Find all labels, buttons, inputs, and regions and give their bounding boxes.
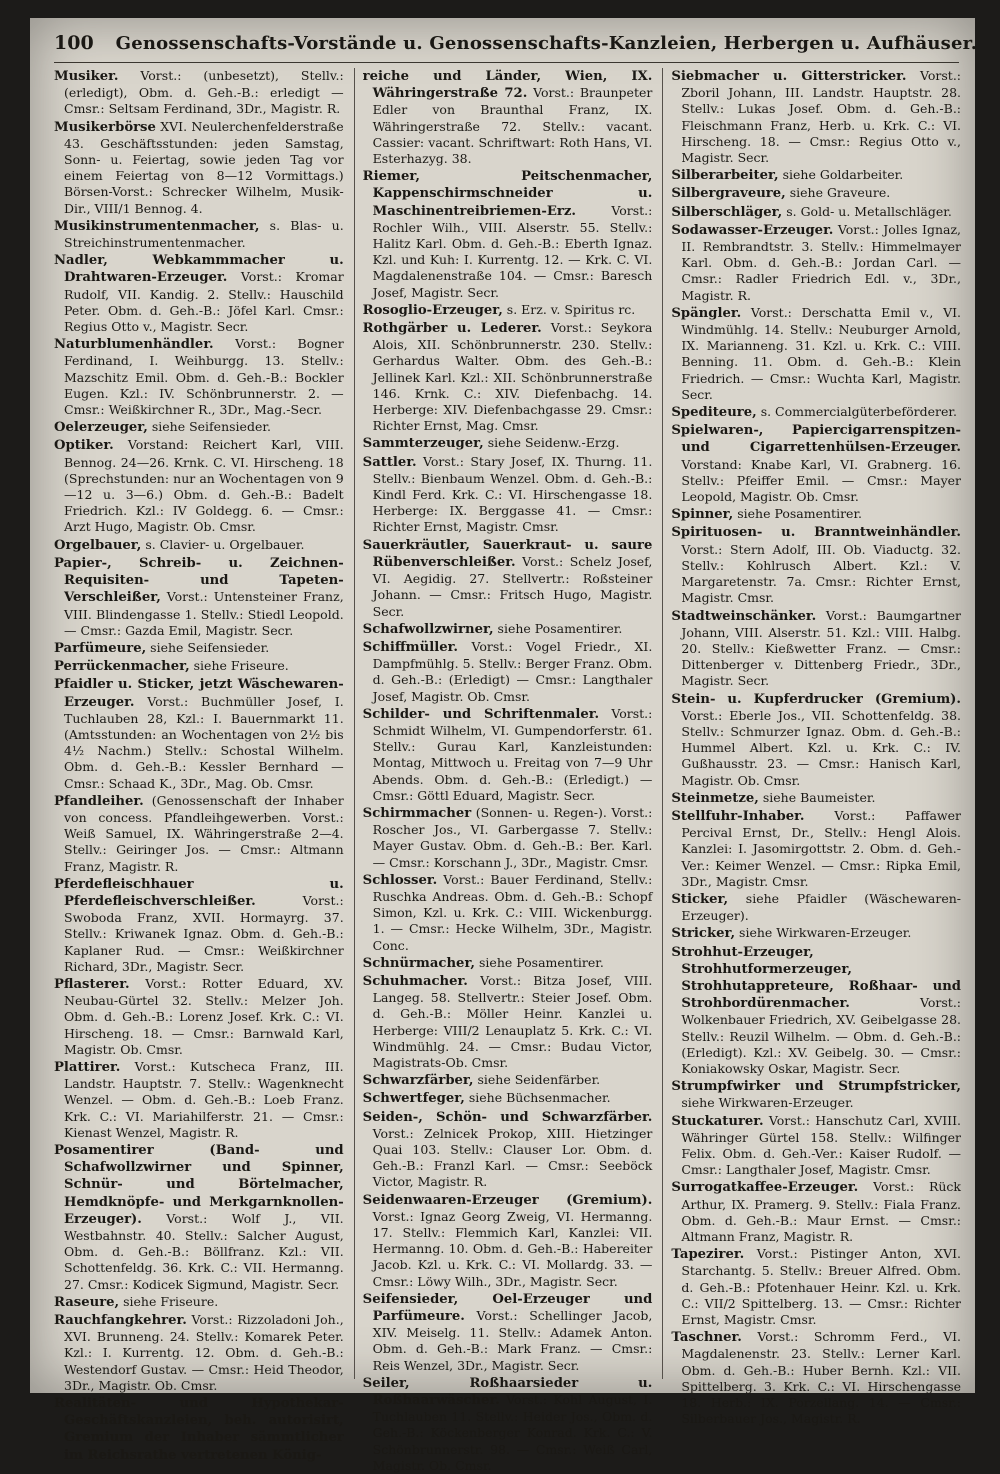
directory-entry (671, 891, 961, 924)
entry-term: Perrückenmacher, (54, 659, 190, 675)
directory-entry (671, 422, 961, 505)
entry-term: Schnürmacher, (362, 955, 476, 971)
entry-details: siehe Baumeister. (758, 789, 876, 805)
entry-term: Strohhut-Erzeuger, Strohhutformerzeuger, Strohhutappreteure, Roßhaar- und Strohbordürenmacher. (671, 944, 962, 1012)
directory-entry (363, 955, 653, 972)
directory-entry (671, 1078, 961, 1111)
entry-term: Pferdefleischhauer u. Pferdefleischverschleißer. (54, 876, 344, 909)
entry-details: Vorst.: Schmidt Wilhelm, VI. Gumpendorferstr. 61. Stellv.: Gurau Karl, Kanzleistunden: Montag, Mittwoch u. Freitag von 7—9 Uhr Abends. Obm. d. Geh.-B.: (Erledigt.) — Cmsr.: Göttl Eduard, Magistr. Secr. (372, 705, 653, 803)
entry-details: siehe Seifensieder. (147, 419, 271, 435)
entry-details: Vorst.: Baumgartner Johann, VIII. Alserstr. 51. Kzl.: VIII. Halbg. 20. Stellv.: Kießwetter Franz. — Cmsr.: Dittenberger v. Dittenberg Friedr., 3Dr., Magistr. Secr. (681, 607, 962, 689)
entry-details: Vorstand: Reichert Karl, VIII. Bennog. 24—26. Krnk. C. VI. Hirscheng. 18 (Sprechstunden: nur an Wochentagen von 9—12 u. 3—6.) Obm. d. Geh.-B.: Badelt Friedrich. Kzl.: IV Goldegg. 6. — Cmsr.: Arzt Hugo, Magistr. Ob. Cmsr. (64, 437, 344, 535)
entry-details: Vorst.: Wolf J., VII. Westbahnstr. 40. Stellv.: Salcher August, Obm. d. Geh.-B.: Böllfranz. Kzl.: VII. Schottenfeldg. 36. Krk. C.: VII. Hermanng. 27. Cmsr.: Kodicek Sigmund, Magistr. Secr. (64, 1210, 344, 1292)
entry-details: Vorst.: Kromar Rudolf, VII. Kandig. 2. Stellv.: Hauschild Peter. Obm. d. Geh.-B.: Jöfel Karl. Cmsr.: Regius Otto v., Magistr. Secr. (64, 269, 344, 335)
entry-details: siehe Pfaidler (Wäschewaren-Erzeuger). (681, 890, 962, 924)
directory-entry (54, 252, 344, 335)
entry-term: Optiker. (54, 438, 114, 454)
entry-details: siehe Büchsenmacher. (464, 1090, 611, 1106)
entry-details: Vorst.: Stern Adolf, III. Ob. Viaductg. 32. Stellv.: Kohlrusch Albert. Kzl.: V. Margaretenstr. 7a. Cmsr.: Richter Ernst, Magistr. Cmsr. (681, 541, 962, 606)
entry-details: s. Erz. v. Spiritus rc. (502, 301, 636, 317)
column-left (54, 68, 344, 1463)
entry-term: Musikerbörse (54, 119, 156, 135)
directory-entry (671, 925, 961, 942)
entry-term: Spinner, (671, 507, 734, 523)
entry-details: Vorst.: Bauer Ferdinand, Stellv.: Ruschka Andreas. Obm. d. Geh.-B.: Schopf Simon, Kzl. u. Krk. C.: VIII. Wickenburgg. 1. — Cmsr.: Hecke Wilhelm, 3Dr., Magistr. Conc. (372, 871, 653, 953)
directory-entry (54, 1312, 344, 1394)
entry-details: Vorst.: Kutscheca Franz, III. Landstr. Hauptstr. 7. Stellv.: Wagenknecht Wenzel. — Obm. d. Geh.-B.: Loeb Franz. Krk. C.: VI. Mariahilferstr. 21. — Cmsr.: Kienast Wenzel, Magistr. R. (64, 1058, 344, 1140)
entry-term: Seiden-, Schön- und Schwarzfärber. (362, 1109, 653, 1125)
entry-term: Posamentirer (Band- und Schafwollzwirner und Spinner, Schnür- und Börtelmacher, Hemdknöpfe- und Merkgarnknollen-Erzeuger). (54, 1143, 344, 1227)
directory-entry (363, 973, 653, 1071)
entry-details: XVI. Neulerchenfelderstraße 43. Geschäftsstunden: jeden Samstag, Sonn- u. Feiertag, sowie jeden Tag vor einem Feiertag von 8—12 Vormittags.) Börsen-Vorst.: Schrecker Wilhelm, Musik-Dir., VIII/1 Bennog. 4. (64, 118, 344, 216)
directory-entry (54, 119, 344, 217)
entry-term: Raseure, (54, 1294, 120, 1310)
entry-term: Rauchfangkehrer. (54, 1313, 187, 1329)
entry-details: Vorst.: Swoboda Franz, XVII. Hormayrg. 37. Stellv.: Kriwanek Ignaz. Obm. d. Geh.-B.: Kaplaner Rud. — Cmsr.: Weißkirchner Richard, 3Dr., Magistr. Secr. (64, 892, 344, 974)
entry-details: siehe Posamentirer. (733, 506, 863, 522)
entry-details: Vorst.: Seykora Alois, XII. Schönbrunnerstr. 230. Stellv.: Gerhardus Walter. Obm. des Geh.-B.: Jellinek Karl. Kzl.: XII. Schönbrunnerstraße 146. Krnk. C.: XIV. Diefenbachg. 14. Herberge: XIV. Diefenbachgasse 29. Cmsr.: Richter Ernst, Mag. Cmsr. (372, 320, 653, 434)
entry-details: Vorst.: Jolles Ignaz, II. Rembrandtstr. 3. Stellv.: Himmelmayer Karl. Obm. d. Geh.-B.: Jordan Carl. — Cmsr.: Radler Friedrich Edl. v., 3Dr., Magistr. R. (681, 221, 962, 303)
entry-details: Vorst.: (unbesetzt), Stellv.: (erledigt), Obm. d. Geh.-B.: erledigt — Cmsr.: Seltsam Ferdinand, 3Dr., Magistr. R. (64, 68, 344, 117)
entry-term: Tapezirer. (671, 1247, 745, 1263)
entry-details: Vorst.: Braunpeter Edler von Braunthal Franz, IX. Währingerstraße 72. Stellv.: vacant. Cassier: vacant. Schriftwart: Roth Hans, VI. Esterhazyg. 38. (372, 85, 653, 167)
entry-details: s. Blas- u. Streichinstrumentenmacher. (64, 217, 344, 251)
running-title: Genossenschafts-Vorstände u. Genossenschafts-Kanzleien, Herbergen u. Aufhäuser. (115, 33, 978, 54)
directory-entry (54, 640, 344, 657)
entry-details: siehe Friseure. (119, 1293, 219, 1309)
entry-details: siehe Posamentirer. (475, 954, 604, 970)
directory-entry (363, 1072, 653, 1089)
entry-details: (Sonnen- u. Regen-). Vorst.: Roscher Jos., VI. Garbergasse 7. Stellv.: Mayer Gustav. Obm. d. Geh.-B.: Ber. Karl. — Cmsr.: Korschann J., 3Dr., Magistr. Cmsr. (372, 804, 653, 870)
entry-details: Vorst.: Zboril Johann, III. Landstr. Hauptstr. 28. Stellv.: Lukas Josef. Obm. d. Geh.-B.: Fleischmann Franz, Herb. u. Krk. C.: VI. Hirscheng. 18. — Cmsr.: Regius Otto v., Magistr. Secr. (681, 68, 962, 166)
directory-entry (363, 1109, 653, 1191)
directory-entry (671, 1113, 961, 1179)
entry-details: Vorst.: Derschatta Emil v., VI. Windmühlg. 14. Stellv.: Neuburger Arnold, IX. Marianneng. 31. Kzl. u. Krk. C.: VIII. Benning. 11. Obm. d. Geh.-B.: Klein Friedrich. — Cmsr.: Wuchta Karl, Magistr. Secr. (681, 304, 962, 402)
directory-entry (54, 336, 344, 418)
directory-entry (54, 437, 344, 535)
directory-entry (363, 639, 653, 705)
directory-entry (671, 691, 961, 789)
entry-term: Parfümeure, (54, 640, 147, 656)
entry-term: Silberarbeiter, (671, 168, 779, 184)
entry-term: Stadtweinschänker. (671, 608, 817, 624)
directory-entry (363, 168, 653, 301)
entry-details: Vorst.: Rück Arthur, IX. Pramerg. 9. Stellv.: Fiala Franz. Obm. d. Geh.-B.: Maur Ernst. — Cmsr.: Altmann Franz, Magistr. R. (681, 1179, 962, 1245)
entry-term: Schilder- und Schriftenmaler. (362, 706, 600, 722)
entry-term: Naturblumenhändler. (54, 337, 214, 353)
directory-entry (54, 68, 344, 118)
entry-term: Riemer, Peitschenmacher, Kappenschirmschneider u. Maschinentreibriemen-Erz. (362, 169, 653, 219)
entry-term: Rosoglio-Erzeuger, (362, 302, 503, 318)
directory-entry (671, 185, 961, 202)
directory-entry (671, 506, 961, 523)
entry-details: Vorst.: Paffawer Percival Ernst, Dr., Stellv.: Hengl Alois. Kanzlei: I. Jasomirgottstr. 2. Obm. d. Geh.-Ver.: Keimer Wenzel. — Cmsr.: Ripka Emil, 3Dr., Magistr. Cmsr. (681, 807, 962, 889)
entry-details: Vorst.: Rotter Eduard, XV. Neubau-Gürtel 32. Stellv.: Melzer Joh. Obm. d. Geh.-B.: Lorenz Josef. Krk. C.: VI. Hirscheng. 18. — Cmsr.: Barnwald Karl, Magistr. Ob. Cmsr. (64, 975, 344, 1057)
entry-term: Pfaidler u. Sticker, jetzt Wäschewaren-Erzeuger. (54, 677, 344, 710)
entry-term: Taschner. (671, 1330, 742, 1346)
directory-page (30, 18, 978, 1473)
entry-details: siehe Goldarbeiter. (778, 167, 904, 183)
directory-entry (54, 1395, 344, 1464)
entry-details: Vorst.: Schellinger Jacob, XIV. Meiselg. 11. Stellv.: Adamek Anton. Obm. d. Geh.-B.: Mark Franz. — Cmsr.: Reis Wenzel, 3Dr., Magistr. Secr. (372, 1308, 653, 1373)
directory-entry (671, 222, 961, 304)
entry-term: Stuckaturer. (671, 1113, 764, 1129)
entry-details: Vorst.: Schelz Josef, VI. Aegidig. 27. Stellvertr.: Roßsteiner Johann. — Cmsr.: Fritsch Hugo, Magistr. Secr. (372, 553, 653, 619)
entry-term: Silberschläger, (671, 204, 783, 220)
entry-details: Vorst.: Pistinger Anton, XVI. Starchantg. 5. Stellv.: Breuer Alfred. Obm. d. Geh.-B.: Pfotenhauer Heinr. Kzl. u. Krk. C.: VII/2 Spittelberg. 13. — Cmsr.: Richter Ernst, Magistr. Cmsr. (681, 1246, 962, 1328)
entry-term: Plattirer. (54, 1059, 121, 1075)
entry-details: Vorst.: Bitza Josef, VIII. Langeg. 58. Stellvertr.: Steier Josef. Obm. d. Geh.-B.: Möller Heinr. Kanzlei u. Herberge: VIII/2 Lenauplatz 5. Krk. C.: VI. Windmühlg. 24. — Cmsr.: Budau Victor, Magistrats-Ob. Cmsr. (372, 972, 653, 1070)
entry-term: Stricker, (671, 926, 736, 942)
directory-entry (671, 790, 961, 807)
directory-entry (671, 608, 961, 690)
entry-term: Seidenwaaren-Erzeuger (Gremium). (362, 1192, 653, 1208)
directory-entry (671, 524, 961, 606)
entry-term: Schiffmüller. (362, 639, 458, 655)
directory-entry (671, 1329, 961, 1427)
entry-term: Schwertfeger, (362, 1091, 465, 1107)
directory-entry (363, 1192, 653, 1290)
directory-entry (671, 1179, 961, 1245)
entry-details: siehe Seidenfärber. (473, 1072, 601, 1088)
entry-details: Vorst.: Untensteiner Franz, VIII. Blindengasse 1. Stellv.: Stiedl Leopold. — Cmsr.: Gazda Emil, Magistr. Secr. (64, 589, 344, 638)
directory-entry (671, 1246, 961, 1328)
entry-term: Schafwollzwirner, (362, 621, 494, 637)
directory-entry (363, 1375, 653, 1474)
entry-term: Siebmacher u. Gitterstricker. (671, 69, 907, 84)
entry-term: Sammterzeuger, (362, 436, 484, 452)
entry-details: Vorst.: Rochler Wilh., VIII. Alserstr. 55. Stellv.: Halitz Karl. Obm. d. Geh.-B.: Eberth Ignaz. Kzl. und Kuh: I. Kurrentg. 12. — Krk. C. VI. Magdalenenstraße 104. — Cmsr.: Baresch Josef, Magistr. Secr. (372, 202, 653, 300)
entry-term: Schirmmacher (362, 805, 472, 821)
entry-term: Schwarzfärber, (362, 1073, 474, 1089)
entry-details: siehe Friseure. (189, 658, 289, 674)
directory-entry (54, 555, 344, 639)
entry-term: Spielwaren-, Papiercigarrenspitzen- und Cigarrettenhülsen-Erzeuger. (671, 423, 962, 456)
entry-details: Vorst.: Wolkenbauer Friedrich, XV. Geibelgasse 28. Stellv.: Reuzil Wilhelm. — Obm. d. Geh.-B.: (Erledigt). Kzl.: XV. Geibelg. 30. — Cmsr.: Koniakowsky Oskar, Magistr. Secr. (681, 995, 962, 1076)
directory-entry (363, 302, 653, 319)
entry-details: siehe Graveure. (785, 185, 891, 201)
entry-term: Stellfuhr-Inhaber. (671, 808, 805, 824)
entry-details: s. Clavier- u. Orgelbauer. (141, 536, 305, 552)
entry-term: Realitäten- und Hypothekar-Geschäftskanzleien, beh. autorisirt, Gremium der Inhaber sämmtlicher im Reichsrathe vertretenen König- (54, 1396, 344, 1463)
entry-details: siehe Seifensieder. (146, 639, 270, 655)
entry-details: siehe Wirkwaren-Erzeuger. (735, 925, 912, 941)
directory-entry (54, 419, 344, 436)
directory-entry (363, 320, 653, 434)
entry-term: Schlosser. (362, 872, 438, 888)
entry-term: Spediteure, (671, 405, 757, 421)
directory-entry (363, 537, 653, 620)
directory-entry (54, 218, 344, 251)
entry-term: Stein- u. Kupferdrucker (Gremium). (671, 691, 962, 707)
directory-entry (54, 1142, 344, 1293)
entry-details: siehe Posamentirer. (493, 620, 623, 636)
entry-term: Rothgärber u. Lederer. (362, 321, 542, 337)
entry-term: Steinmetze, (671, 790, 759, 806)
directory-entry (54, 793, 344, 875)
entry-details: Vorst.: Buchmüller Josef, I. Tuchlauben 28, Kzl.: I. Bauernmarkt 11. (Amtsstunden: an Wochentagen von 2½ bis 4½ Nachm.) Stellv.: Schostal Wilhelm. Obm. d. Geh.-B.: Kessler Bernhard — Cmsr.: Schaad K., 3Dr., Mag. Ob. Cmsr. (64, 693, 344, 791)
directory-entry (671, 167, 961, 184)
directory-entry (363, 454, 653, 536)
entry-term: Schuhmacher. (362, 973, 468, 989)
directory-entry (671, 204, 961, 221)
entry-details: Vorst.: Rizzoladoni Joh., XVI. Brunneng. 24. Stellv.: Komarek Peter. Kzl.: I. Kurrentg. 12. Obm. d. Geh.-B.: Westendorf Gustav. — Cmsr.: Heid Theodor, 3Dr., Magistr. Ob. Cmsr. (64, 1312, 344, 1393)
directory-entry (671, 68, 961, 166)
entry-term: Pfandleiher. (54, 793, 144, 809)
entry-term: Spängler. (671, 305, 742, 321)
entry-term: Sattler. (362, 454, 417, 470)
entry-term: Sodawasser-Erzeuger. (671, 222, 834, 238)
directory-entry (671, 305, 961, 403)
directory-entry (54, 658, 344, 675)
directory-entry (363, 621, 653, 638)
directory-entry (671, 808, 961, 890)
entry-details: (Genossenschaft der Inhaber von concess. Pfandleihgewerben. Vorst.: Weiß Samuel, IX. Währingerstraße 2—4. Stellv.: Geiringer Jos. — Cmsr.: Altmann Franz, Magistr. R. (64, 792, 344, 874)
entry-details: Vorst.: Bogner Ferdinand, I. Weihburgg. 13. Stellv.: Mazschitz Emil. Obm. d. Geh.-B.: Bockler Eugen. Kzl.: IV. Schönbrunnerstr. 2. — Cmsr.: Weißkirchner R., 3Dr., Mag.-Secr. (64, 336, 344, 418)
directory-entry (671, 404, 961, 421)
entry-details: Vorst.: Kohl August, I. Tuchlauben 11. Stellv.: Heider Jos., Obm. d. Geh.-B.: Köckenberger Konrad. Krk. C.: V. Schönbrunnerstr. 98. — Cmsr.: Weiß Carl, Magistr. Ob. Cmsr. (372, 1392, 653, 1473)
directory-entry (363, 1090, 653, 1107)
directory-entry (54, 1059, 344, 1141)
entry-details: Vorst.: Vogel Friedr., XI. Dampfmühlg. 5. Stellv.: Berger Franz. Obm. d. Geh.-B.: (Erledigt) — Cmsr.: Langthaler Josef, Magistr. Ob. Cmsr. (372, 638, 653, 704)
directory-entry (54, 976, 344, 1058)
entry-details: siehe Wirkwaren-Erzeuger. (681, 1095, 854, 1111)
entry-term: Oelerzeuger, (54, 420, 148, 436)
directory-entry (363, 435, 653, 452)
page-number: 100 (54, 32, 94, 54)
entry-details: Vorst.: Stary Josef, IX. Thurng. 11. Stellv.: Bienbaum Wenzel. Obm. d. Geh.-B.: Kindl Ferd. Krk. C.: VI. Hirschengasse 18. Herberge: IX. Berggasse 41. — Cmsr.: Richter Ernst, Magistr. Cmsr. (372, 453, 653, 535)
directory-entry (363, 1291, 653, 1374)
column-right (662, 68, 962, 1427)
entry-details: Vorst.: Schromm Ferd., VI. Magdalenenstr. 23. Stellv.: Lerner Karl. Obm. d. Geh.-B.: Huber Bernh. Kzl.: VII. Spittelberg. 3. Krk. C.: VI. Hirschengasse 18. Herb.: IX. Porzellang. 14. — Cmsr.: Silberbauer Jos., Magistr. R. (681, 1329, 962, 1427)
entry-details: Vorst.: Hanschutz Carl, XVIII. Währinger Gürtel 158. Stellv.: Wilfinger Felix. Obm. d. Geh.-Ver.: Kaiser Rudolf. — Cmsr.: Langthaler Josef, Magistr. Cmsr. (681, 1112, 962, 1178)
entry-term: Silbergraveure, (671, 186, 786, 202)
entry-details: siehe Seidenw.-Erzg. (483, 435, 620, 451)
entry-term: Spirituosen- u. Branntweinhändler. (671, 525, 962, 541)
entry-details: Vorst.: Ignaz Georg Zweig, VI. Hermanng. 17. Stellv.: Flemmich Karl, Kanzlei: VII. Hermanng. 10. Obm. d. Geh.-B.: Habereiter Jacob. Kzl. u. Krk. C.: VI. Mollardg. 33. — Cmsr.: Löwy Wilh., 3Dr., Magistr. Secr. (372, 1208, 653, 1289)
entry-details: s. Commercialgüterbeförderer. (756, 404, 957, 420)
entry-term: Papier-, Schreib- u. Zeichnen-Requisiten- und Tapeten-Verschleißer, (54, 555, 344, 606)
entry-term: Seiler, Roßhaarsieder u. Roßhaarwäscher. (362, 1375, 653, 1409)
entry-term: Pflasterer. (54, 976, 130, 992)
entry-term: Strumpfwirker und Strumpfstricker, (671, 1079, 962, 1095)
entry-term: Musikinstrumentenmacher, (54, 218, 260, 234)
entry-details: s. Gold- u. Metallschläger. (782, 203, 952, 219)
entry-term: Orgelbauer, (54, 537, 142, 553)
text-columns (54, 68, 962, 1473)
directory-entry (54, 876, 344, 975)
directory-entry (363, 68, 653, 167)
directory-entry (363, 706, 653, 804)
directory-entry (363, 872, 653, 954)
entry-term: Seifensieder, Oel-Erzeuger und Parfümeure. (362, 1291, 653, 1325)
directory-entry (54, 676, 344, 791)
entry-term: Sticker, (671, 891, 729, 907)
entry-details: Vorstand: Knabe Karl, VI. Grabnerg. 16. Stellv.: Pfeiffer Emil. — Cmsr.: Mayer Leopold, Magistr. Ob. Cmsr. (681, 456, 962, 505)
entry-term: Sauerkräutler, Sauerkraut- u. saure Rübenverschleißer. (362, 537, 653, 570)
entry-term: Nadler, Webkammmacher u. Drahtwaren-Erzeuger. (54, 253, 344, 286)
directory-entry (54, 1294, 344, 1311)
entry-term: Surrogatkaffee-Erzeuger. (671, 1180, 859, 1196)
column-middle (354, 68, 653, 1473)
entry-term: Musiker. (54, 69, 119, 84)
page-header (54, 32, 978, 63)
directory-entry (54, 537, 344, 554)
entry-term: reiche und Länder, Wien, IX. Währingerstraße 72. (362, 69, 653, 102)
directory-entry (671, 944, 961, 1078)
directory-entry (363, 805, 653, 871)
entry-details: Vorst.: Zelnicek Prokop, XIII. Hietzinger Quai 103. Stellv.: Clauser Lor. Obm. d. Geh.-B.: Franzl Karl. — Cmsr.: Seeböck Victor, Magistr. R. (372, 1125, 653, 1190)
entry-details: Vorst.: Eberle Jos., VII. Schottenfeldg. 38. Stellv.: Schmurzer Ignaz. Obm. d. Geh.-B.: Hummel Albert. Kzl. u. Krk. C.: IV. Gußhausstr. 23. — Cmsr.: Hanisch Karl, Magistr. Ob. Cmsr. (681, 707, 962, 788)
